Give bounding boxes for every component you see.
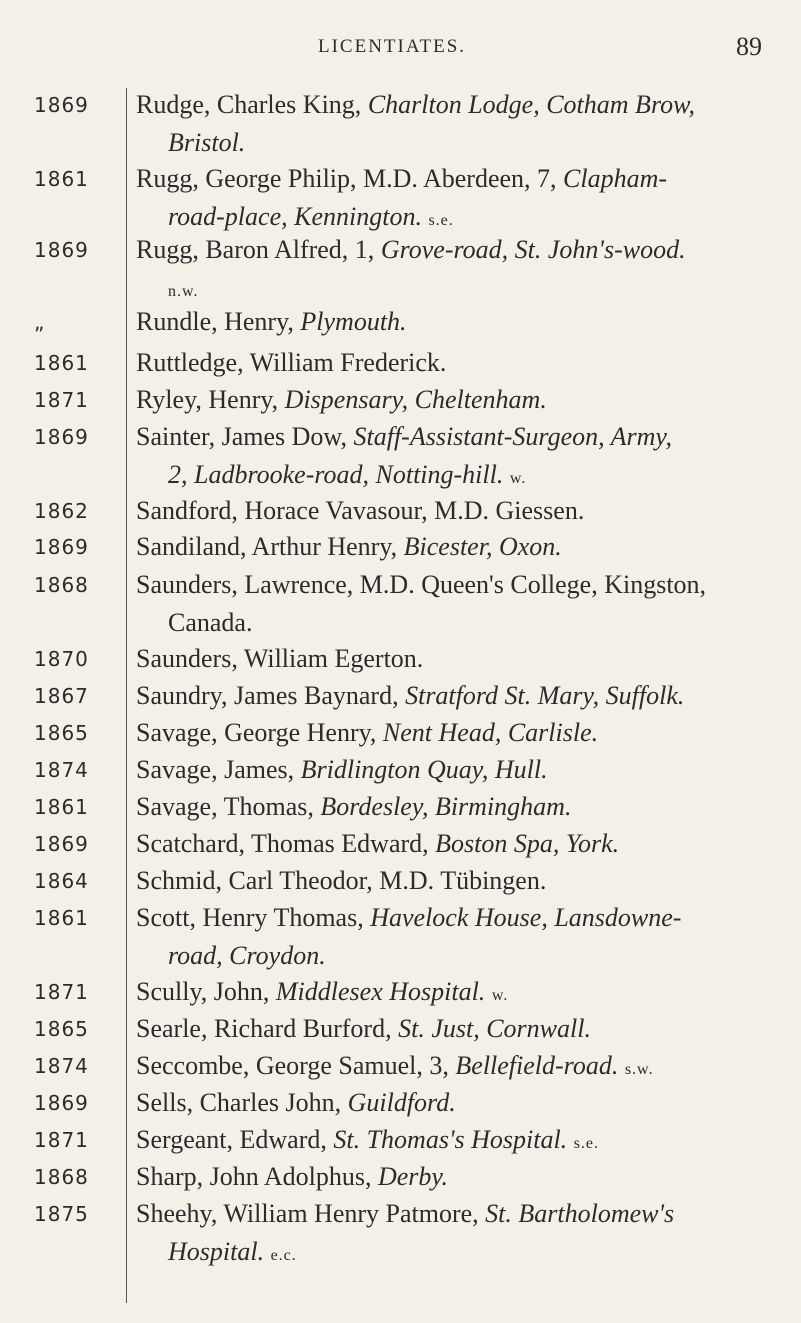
entry-name: Rundle, Henry,	[136, 307, 294, 336]
entry-place: Charlton Lodge, Cotham Brow,	[367, 90, 696, 119]
entry-name: Ruttledge, William Frederick.	[136, 348, 447, 377]
entry-name: Sainter, James Dow,	[136, 422, 348, 451]
entry-text	[136, 1195, 791, 1274]
entry-text	[136, 381, 791, 419]
entry-place: Havelock House, Lansdowne-	[370, 903, 682, 932]
entry-continuation	[136, 604, 791, 642]
entry-text	[136, 862, 791, 900]
entry-name: Seccombe, George Samuel, 3,	[136, 1051, 449, 1080]
entry-text	[136, 1010, 791, 1048]
entry-text	[136, 1047, 791, 1089]
entry-line	[136, 788, 791, 826]
entry-place: Dispensary, Cheltenham.	[284, 385, 547, 414]
entry-line	[136, 86, 791, 124]
entry-district: s.w.	[624, 1061, 654, 1078]
entry-place-continued: 2, Ladbrooke-road, Notting-hill.	[168, 459, 504, 489]
entry-line	[136, 160, 791, 198]
entry-year: 1869	[34, 535, 89, 559]
entry-year: 1868	[34, 573, 89, 597]
page-header	[0, 32, 801, 66]
entry-line	[136, 1158, 791, 1196]
page-number: 89	[736, 32, 762, 61]
entry-name: Savage, Thomas,	[136, 792, 314, 821]
entry-name: Savage, George Henry,	[136, 718, 377, 747]
entry-text	[136, 492, 791, 530]
entry-text	[136, 973, 791, 1015]
entry-line	[136, 862, 791, 900]
entry-place-continued: Bristol.	[168, 127, 246, 157]
entry-year: 1865	[34, 721, 89, 745]
entry-name: Ryley, Henry,	[136, 385, 279, 414]
entry-year: 1871	[34, 388, 89, 412]
entry-line	[136, 418, 791, 456]
entry-year: 1864	[34, 869, 89, 893]
entry-name: Sells, Charles John,	[136, 1088, 342, 1117]
entry-name: Savage, James,	[136, 755, 295, 784]
entry-place: Nent Head, Carlisle.	[382, 718, 599, 747]
entry-place-continued: Canada.	[168, 607, 253, 637]
entry-text	[136, 788, 791, 826]
entry-text	[136, 899, 791, 974]
entry-place: Staff-Assistant-Surgeon, Army,	[353, 422, 673, 451]
entry-year: 1871	[34, 1128, 89, 1152]
entry-name: Rudge, Charles King,	[136, 90, 362, 119]
entry-text	[136, 86, 791, 161]
entry-year: 1861	[34, 795, 89, 819]
entry-year: „	[34, 310, 46, 334]
entry-name: Rugg, George Philip, M.D. Aberdeen, 7,	[136, 164, 557, 193]
entry-line	[136, 677, 791, 715]
entry-line	[136, 381, 791, 419]
entry-line	[136, 640, 791, 678]
entry-year: 1869	[34, 1091, 89, 1115]
entry-name: Scott, Henry Thomas,	[136, 903, 364, 932]
entry-line	[136, 528, 791, 566]
entry-text	[136, 751, 791, 789]
entry-year: 1869	[34, 93, 89, 117]
entry-text	[136, 344, 791, 382]
column-rule	[126, 88, 127, 1303]
entry-line	[136, 1195, 791, 1233]
entry-text	[136, 1121, 791, 1163]
entry-year: 1867	[34, 684, 89, 708]
entry-year: 1868	[34, 1165, 89, 1189]
entry-continuation	[136, 1233, 791, 1275]
entry-name: Sharp, John Adolphus,	[136, 1162, 372, 1191]
entry-year: 1869	[34, 425, 89, 449]
entry-place: Plymouth.	[300, 307, 407, 336]
entry-place: St. Bartholomew's	[485, 1199, 675, 1228]
entry-line	[136, 1010, 791, 1048]
entry-place: Derby.	[377, 1162, 449, 1191]
entry-year: 1874	[34, 1054, 89, 1078]
entry-year: 1870	[34, 647, 89, 671]
entry-line	[136, 899, 791, 937]
entry-line	[136, 303, 791, 341]
entry-line	[136, 751, 791, 789]
entry-continuation	[136, 456, 791, 498]
entry-district: s.e.	[573, 1135, 600, 1152]
entry-line	[136, 566, 791, 604]
entry-place: Bordesley, Birmingham.	[320, 792, 572, 821]
entry-place: Clapham-	[563, 164, 668, 193]
entry-place-continued: road, Croydon.	[168, 940, 326, 970]
entry-text	[136, 640, 791, 678]
entry-line	[136, 714, 791, 752]
entry-place: Grove-road, St. John's-wood.	[380, 235, 686, 264]
entry-line	[136, 492, 791, 530]
entry-line	[136, 1121, 791, 1163]
entry-name: Scatchard, Thomas Edward,	[136, 829, 429, 858]
entry-name: Sergeant, Edward,	[136, 1125, 327, 1154]
entry-year: 1874	[34, 758, 89, 782]
entry-place: St. Just, Cornwall.	[398, 1014, 591, 1043]
entry-district: n.w.	[168, 282, 199, 300]
entry-name: Saundry, James Baynard,	[136, 681, 399, 710]
entry-name: Saunders, William Egerton.	[136, 644, 424, 673]
entry-text	[136, 231, 791, 310]
entry-continuation	[136, 124, 791, 162]
entry-text	[136, 160, 791, 239]
entry-district: w.	[509, 469, 527, 487]
entry-text	[136, 677, 791, 715]
entry-text	[136, 528, 791, 566]
entry-text	[136, 825, 791, 863]
entry-text	[136, 1084, 791, 1122]
entry-line	[136, 973, 791, 1015]
entry-year: 1861	[34, 167, 89, 191]
entry-continuation	[136, 937, 791, 975]
running-head: LICENTIATES.	[318, 36, 467, 57]
entry-line	[136, 825, 791, 863]
entry-name: Sandiland, Arthur Henry,	[136, 532, 398, 561]
entry-name: Searle, Richard Burford,	[136, 1014, 392, 1043]
entry-line	[136, 1047, 791, 1089]
entry-district: w.	[491, 987, 509, 1004]
entry-district: s.e.	[428, 211, 454, 229]
entry-name: Schmid, Carl Theodor, M.D. Tübingen.	[136, 866, 547, 895]
entry-line	[136, 231, 791, 269]
entry-place: St. Thomas's Hospital.	[333, 1125, 568, 1154]
entry-text	[136, 566, 791, 641]
entry-name: Saunders, Lawrence, M.D. Queen's College, Kingston,	[136, 570, 707, 599]
entry-name: Sandford, Horace Vavasour, M.D. Giessen.	[136, 496, 585, 525]
entry-place: Middlesex Hospital.	[275, 977, 486, 1006]
entry-year: 1861	[34, 351, 89, 375]
entry-district: e.c.	[270, 1246, 297, 1264]
entry-place: Bicester, Oxon.	[403, 532, 562, 561]
entry-place: Stratford St. Mary, Suffolk.	[405, 681, 685, 710]
entry-year: 1865	[34, 1017, 89, 1041]
entry-place-continued: Hospital.	[168, 1236, 265, 1266]
entry-name: Rugg, Baron Alfred, 1,	[136, 235, 375, 264]
entry-place-continued: road-place, Kennington.	[168, 201, 422, 231]
entry-line	[136, 344, 791, 382]
entry-year: 1869	[34, 238, 89, 262]
entry-text	[136, 418, 791, 497]
entry-year: 1861	[34, 906, 89, 930]
entry-place: Boston Spa, York.	[435, 829, 620, 858]
entry-year: 1862	[34, 499, 89, 523]
entry-text	[136, 303, 791, 341]
entry-name: Scully, John,	[136, 977, 270, 1006]
entry-line	[136, 1084, 791, 1122]
entry-year: 1869	[34, 832, 89, 856]
entry-text	[136, 1158, 791, 1196]
entry-name: Sheehy, William Henry Patmore,	[136, 1199, 479, 1228]
entry-text	[136, 714, 791, 752]
entry-year: 1871	[34, 980, 89, 1004]
entry-place: Bellefield-road.	[455, 1051, 619, 1080]
entry-place: Bridlington Quay, Hull.	[300, 755, 548, 784]
entry-year: 1875	[34, 1202, 89, 1226]
entry-place: Guildford.	[347, 1088, 456, 1117]
